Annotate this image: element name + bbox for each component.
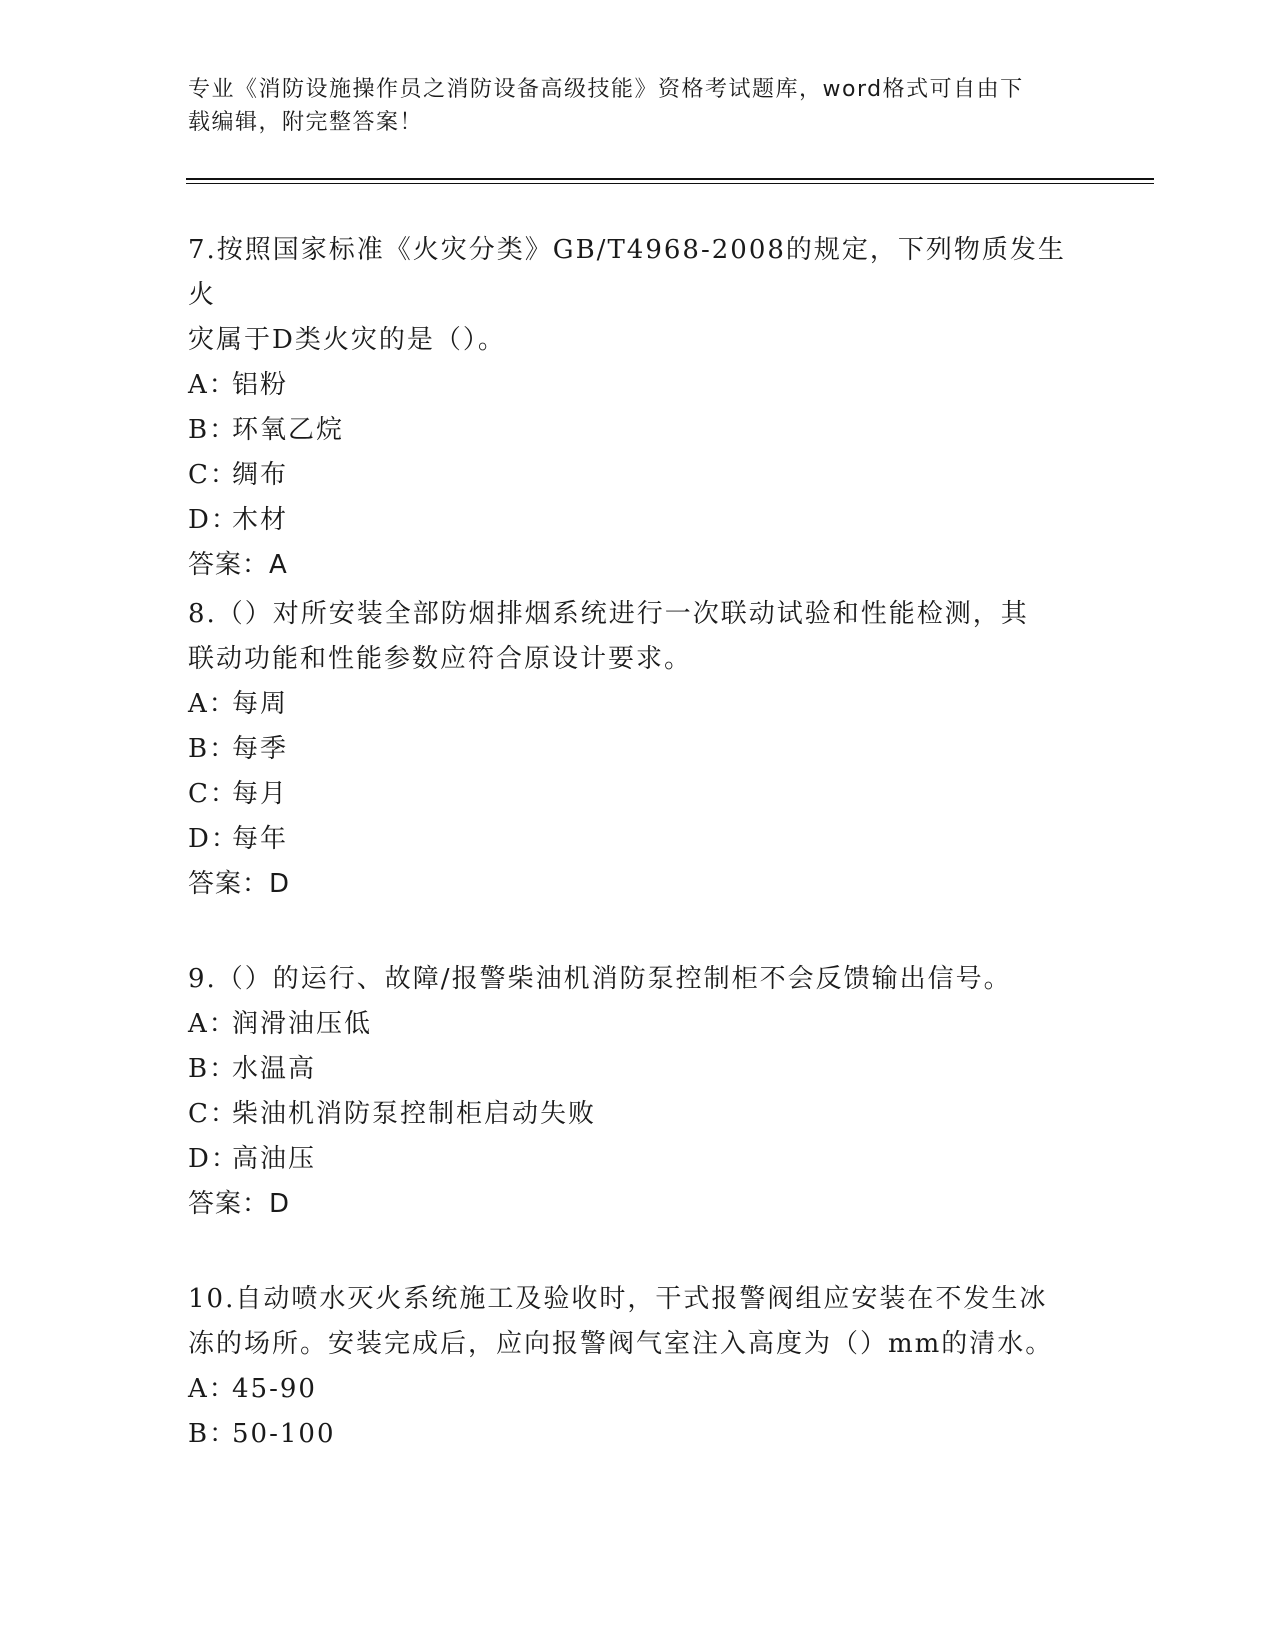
option-text: 每季 [232, 734, 289, 764]
option-key: B： [188, 1419, 238, 1449]
document-header [188, 73, 1078, 139]
option-a [188, 1002, 1088, 1047]
option-text: 45-90 [232, 1374, 317, 1404]
question-8 [188, 592, 1088, 907]
option-b [188, 1047, 1088, 1092]
option-key: C： [188, 460, 238, 490]
question-stem-line: 9.（）的运行、故障/报警柴油机消防泵控制柜不会反馈输出信号。 [188, 964, 1012, 994]
option-key: A： [188, 370, 237, 400]
option-c [188, 772, 1088, 817]
option-text: 每月 [232, 779, 289, 809]
header-line-1: 专业《消防设施操作员之消防设备高级技能》资格考试题库，word格式可自由下 [188, 77, 1024, 102]
question-stem-line: 灾属于D类火灾的是（）。 [188, 325, 506, 355]
option-text: 木材 [232, 505, 289, 535]
option-key: D： [188, 824, 239, 854]
option-c [188, 1092, 1088, 1137]
option-key: A： [188, 689, 237, 719]
question-stem-line: 7.按照国家标准《火灾分类》GB/T4968-2008的规定，下列物质发生火 [188, 235, 1066, 310]
option-a [188, 682, 1088, 727]
question-stem [188, 592, 1088, 682]
option-key: B： [188, 415, 238, 445]
option-text: 高油压 [232, 1144, 317, 1174]
question-9 [188, 957, 1088, 1227]
question-stem-line: 8.（）对所安装全部防烟排烟系统进行一次联动试验和性能检测，其 [188, 599, 1029, 629]
question-7 [188, 228, 1088, 588]
option-text: 环氧乙烷 [232, 415, 345, 445]
option-key: B： [188, 1054, 238, 1084]
option-key: B： [188, 734, 238, 764]
option-b [188, 1412, 1088, 1457]
option-key: A： [188, 1374, 237, 1404]
question-stem-line: 冻的场所。安装完成后，应向报警阀气室注入高度为（）mm的清水。 [188, 1329, 1054, 1359]
option-key: C： [188, 1099, 238, 1129]
option-b [188, 727, 1088, 772]
question-stem-line: 10.自动喷水灭火系统施工及验收时，干式报警阀组应安装在不发生冰 [188, 1284, 1048, 1314]
option-text: 50-100 [232, 1419, 336, 1449]
question-stem-line: 联动功能和性能参数应符合原设计要求。 [188, 644, 693, 674]
option-d [188, 498, 1088, 543]
option-text: 柴油机消防泵控制柜启动失败 [232, 1099, 597, 1129]
option-a [188, 1367, 1088, 1412]
option-key: C： [188, 779, 238, 809]
option-d [188, 1137, 1088, 1182]
question-stem [188, 957, 1088, 1002]
answer-line: 答案：D [188, 869, 291, 899]
header-rule-thin [186, 183, 1154, 184]
option-key: A： [188, 1009, 237, 1039]
header-rule-thick [186, 178, 1154, 180]
option-text: 铝粉 [232, 370, 289, 400]
option-key: D： [188, 1144, 239, 1174]
option-a [188, 363, 1088, 408]
answer-line: 答案：A [188, 550, 288, 580]
question-10 [188, 1277, 1088, 1457]
option-key: D： [188, 505, 239, 535]
option-text: 绸布 [232, 460, 289, 490]
question-stem [188, 228, 1088, 363]
header-line-2: 载编辑，附完整答案！ [188, 110, 424, 135]
option-d [188, 817, 1088, 862]
question-stem [188, 1277, 1088, 1367]
option-text: 润滑油压低 [232, 1009, 373, 1039]
answer-line: 答案：D [188, 1189, 291, 1219]
option-text: 水温高 [232, 1054, 317, 1084]
option-c [188, 453, 1088, 498]
option-text: 每年 [232, 824, 289, 854]
option-b [188, 408, 1088, 453]
option-text: 每周 [232, 689, 289, 719]
